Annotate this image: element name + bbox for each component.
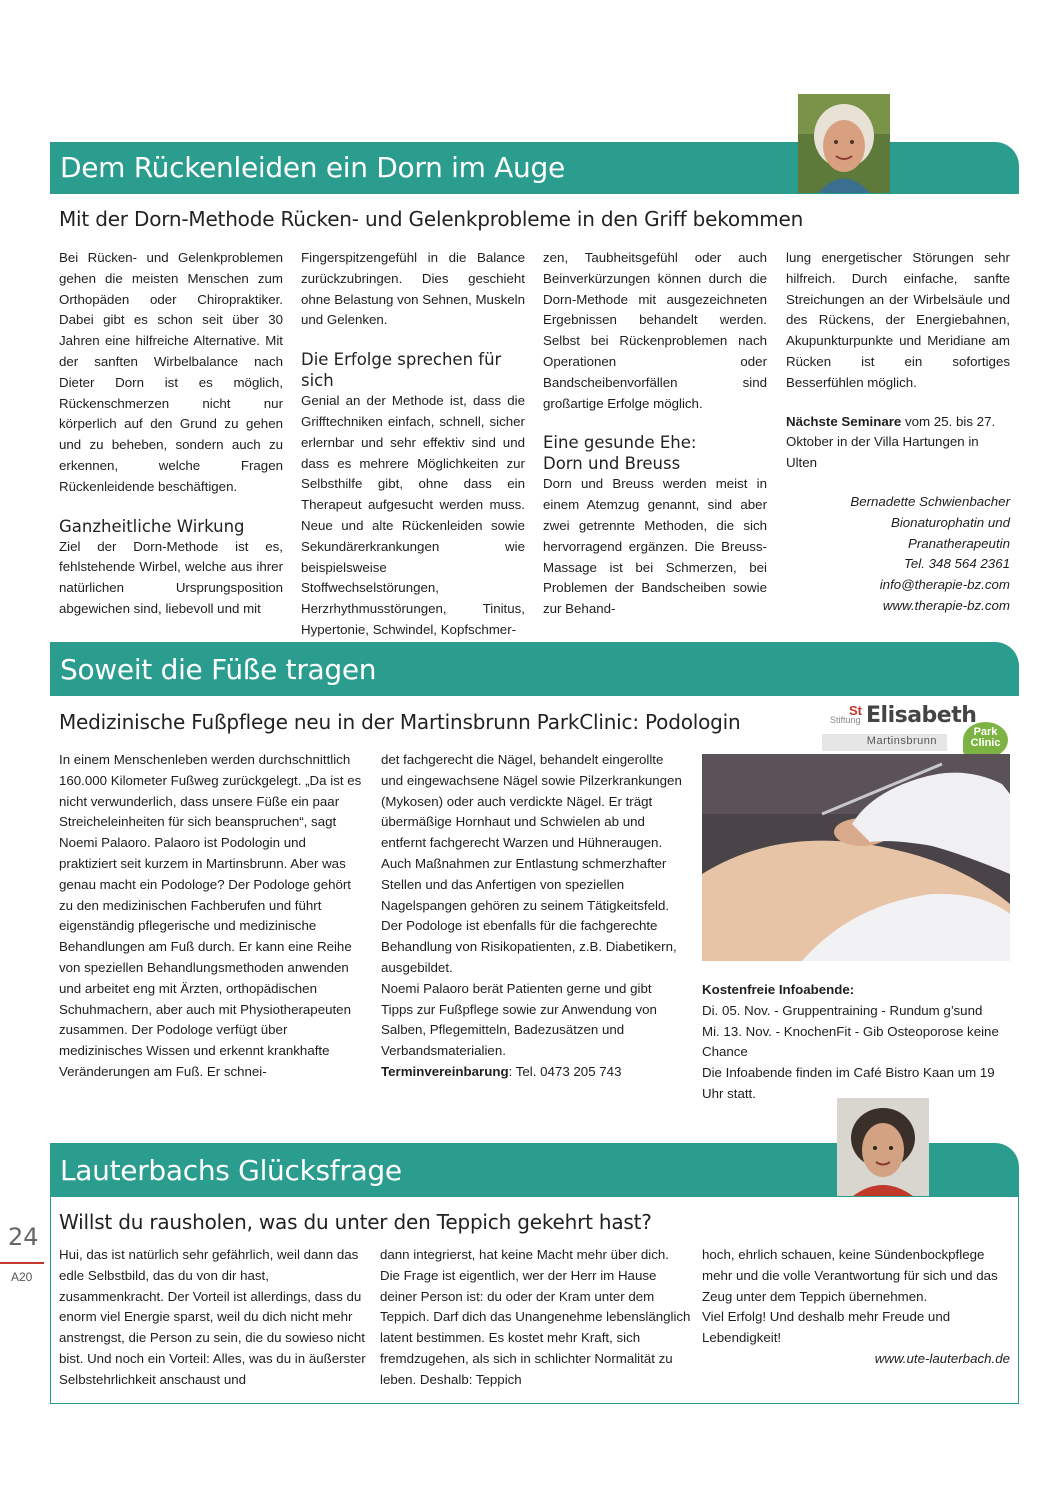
- info-heading: [702, 980, 1012, 1001]
- article3-web-link[interactable]: www.ute-lauterbach.de: [874, 1350, 1010, 1366]
- article3-paragraph: Viel Erfolg! Und deshalb mehr Freude und Lebendigkeit!: [702, 1309, 951, 1346]
- article1-heading-ganzheitlich: Ganzheitliche Wirkung: [59, 516, 245, 536]
- stiftung-elisabeth-logo: [822, 700, 1012, 760]
- logo-name: Elisabeth: [866, 703, 977, 728]
- page-code: A20: [11, 1270, 33, 1284]
- info-event-1: Di. 05. Nov. - Gruppentraining - Rundum g’sund: [702, 1002, 983, 1018]
- page-number: 24: [8, 1223, 39, 1251]
- article3-column-2: [380, 1245, 692, 1395]
- article1-subtitle: Mit der Dorn-Methode Rücken- und Gelenkprobleme in den Griff bekommen: [59, 207, 804, 231]
- article3-author-photo: [837, 1098, 929, 1196]
- article1-paragraph: zen, Taubheitsgefühl oder auch Beinverkürzungen können durch die Dorn-Methode mit ausgezeichneten Ergebnissen behandelt werden. Selbst bei Rückenproblemen nach Operationen oder Bandscheibenvorfällen sind großartige Erfolge möglich.: [543, 250, 767, 411]
- article1-column-4: [786, 248, 1010, 626]
- article1-heading-erfolge: Die Erfolge sprechen für sich: [301, 350, 502, 391]
- article1-role-2: Pranatherapeutin: [907, 535, 1010, 551]
- badge-line-1: Park: [973, 726, 998, 738]
- logo-location: Martinsbrunn: [866, 735, 937, 747]
- article1-author: Bernadette Schwienbacher: [850, 493, 1010, 509]
- article2-title: Soweit die Füße tragen: [60, 653, 377, 686]
- article3-paragraph: dann integrierst, hat keine Macht mehr über dich. Die Frage ist eigentlich, wer der Herr im Hause deiner Person ist: du oder der Kram unter dem Teppich. Darf dich das Unangenehme lebenslänglich latent bestimmen. Es kostet mehr Kraft, sich fremdzugehen, als sich in schlichter Normalität zu leben. Deshalb: Teppich: [380, 1247, 691, 1387]
- seminar-label: Nächste Seminare: [786, 413, 902, 429]
- info-heading-text: Kostenfreie Infoabende:: [702, 982, 855, 997]
- article2-info-box: [702, 980, 1012, 1105]
- logo-location-bar: [822, 734, 947, 751]
- article1-column-2: [301, 248, 525, 637]
- article2-paragraph: det fachgerecht die Nägel, behandelt eingerollte und eingewachsene Nägel sowie Pilzerkrankungen (Mykosen) oder auch verdickte Nägel. Er trägt übermäßige Hornhaut und Schwielen ab und entfernt fachgerecht Warzen und Hühneraugen. Auch Maßnahmen zur Entlastung schmerzhafter Stellen und das Anfertigen von speziellen Nagelspangen gehören zu seinem Tätigkeitsfeld. Der Podologe ist ebenfalls für die fachgerechte Behandlung von Risikopatienten, z.B. Diabetikern, ausgebildet.: [381, 752, 682, 975]
- article1-role-1: Bionaturophatin und: [890, 514, 1010, 530]
- appointment-label: Terminvereinbarung: [381, 1063, 509, 1079]
- article3-subtitle: Willst du rausholen, was du unter den Teppich gekehrt hast?: [59, 1210, 652, 1234]
- info-location: Die Infoabende finden im Café Bistro Kaan um 19 Uhr statt.: [702, 1065, 995, 1101]
- article2-appointment: [381, 1062, 686, 1083]
- article1-paragraph: lung energetischer Störungen sehr hilfreich. Durch einfache, sanfte Streichungen an der Wirbelsäule und des Rückens, der Energiebahnen, Akupunkturpunkte und Meridiane am Rücken ist ein sofortiges Besserfühlen möglich.: [786, 250, 1010, 390]
- article3-paragraph: Hui, das ist natürlich sehr gefährlich, weil dann das edle Selbstbild, das du von dir hast, zusammenkracht. Der Vorteil ist allerdings, dass du enorm viel Energie sparst, weil du dich nicht mehr anstrengst, die Person zu sein, die du sowieso nicht bist. Und noch ein Vorteil: Alles, was du in äußerster Selbstehrlichkeit anschaust und: [59, 1247, 366, 1387]
- badge-line-2: Clinic: [970, 737, 1001, 749]
- article3-paragraph: hoch, ehrlich schauen, keine Sündenbockpflege mehr und die volle Verantwortung für sich und das Zeug unter dem Teppich übernehmen.: [702, 1247, 998, 1304]
- logo-stiftung: Stiftung: [830, 715, 861, 725]
- article1-column-1: [59, 248, 283, 626]
- podology-treatment-photo: [702, 754, 1010, 961]
- article1-paragraph: Bei Rücken- und Gelenkproblemen gehen die meisten Menschen zum Orthopäden oder Chiropraktiker. Dabei gibt es schon seit über 30 Jahren eine hilfreiche Alternative. Mit der sanften Wirbelbalance nach Dieter Dorn ist es möglich, Rückenschmerzen nicht nur körperlich auf den Grund zu gehen und zu beheben, sondern auch zu erkennen, welche Fragen Rückenleidende beschäftigen.: [59, 250, 283, 494]
- article1-email-link[interactable]: info@therapie-bz.com: [879, 577, 1010, 593]
- article1-heading-ehe-2: Dorn und Breuss: [543, 454, 681, 474]
- seminar-text: vom 25. bis 27. Oktober in der Villa Hartungen in Ulten: [786, 413, 996, 471]
- article3-column-1: [59, 1245, 369, 1395]
- article1-seminar: [786, 412, 1010, 474]
- article1-paragraph: Fingerspitzengefühl in die Balance zurückzubringen. Dies geschieht ohne Belastung von Sehnen, Muskeln und Gelenken.: [301, 250, 525, 328]
- article1-paragraph: Dorn und Breuss werden meist in einem Atemzug genannt, sind aber zwei getrennte Methoden, die sich hervorragend ergänzen. Die Breuss-Massage ist bei Schmerzen, bei Problemen der Bandscheiben sowie zur Behand-: [543, 476, 767, 617]
- article3-column-3: [702, 1245, 1010, 1395]
- article2-column-1: [59, 750, 364, 1105]
- article2-paragraph: Noemi Palaoro berät Patienten gerne und gibt Tipps zur Fußpflege sowie zur Anwendung von Salben, Pflegemitteln, Badezusätzen und Verbandsmaterialien.: [381, 980, 657, 1059]
- page-number-rule: [0, 1262, 44, 1264]
- article1-author-photo: [798, 94, 890, 193]
- article1-paragraph: Genial an der Methode ist, dass die Grifftechniken einfach, schnell, sicher erlernbar und sehr effektiv sind und dass es mehrere Möglichkeiten zur Selbsthilfe gibt, ohne dass ein Therapeut aufgesucht werden muss. Neue und alte Rückenleiden sowie Sekundärerkrankungen wie beispielsweise Stoffwechselstörungen, Herzrhythmusstörungen, Tinitus, Hypertonie, Schwindel, Kopfschmer-: [301, 393, 525, 637]
- article2-subtitle: Medizinische Fußpflege neu in der Martinsbrunn ParkClinic: Podologin: [59, 710, 741, 734]
- article1-paragraph: Ziel der Dorn-Methode ist es, fehlstehende Wirbel, welche aus ihrer natürlichen Ursprungsposition abgewichen sind, liebevoll und mit: [59, 538, 283, 616]
- logo-st: St: [849, 703, 862, 718]
- article1-title: Dem Rückenleiden ein Dorn im Auge: [60, 151, 565, 184]
- article2-column-2: [381, 750, 686, 1105]
- article2-title-band: [50, 642, 1019, 696]
- appointment-phone: : Tel. 0473 205 743: [508, 1063, 622, 1079]
- article1-column-3: [543, 248, 767, 626]
- article3-title: Lauterbachs Glücksfrage: [60, 1154, 402, 1187]
- park-clinic-badge: [963, 722, 1008, 758]
- info-event-2: Mi. 13. Nov. - KnochenFit - Gib Osteoporose keine Chance: [702, 1023, 999, 1060]
- article1-heading-ehe: Eine gesunde Ehe:: [543, 433, 697, 453]
- article1-web-link[interactable]: www.therapie-bz.com: [882, 597, 1010, 613]
- article2-paragraph: In einem Menschenleben werden durchschnittlich 160.000 Kilometer Fußweg zurückgelegt. „Da ist es nicht verwunderlich, dass unsere Füße ein paar Streicheleinheiten für sich beanspruchen“, sagt Noemi Palaoro. Palaoro ist Podologin und praktiziert seit kurzem in Martinsbrunn. Aber was genau macht ein Podologe? Der Podologe gehört zu den medizinischen Fachberufen und führt eigenständig pflegerische und medizinische Behandlungen am Fuß durch. Er kann eine Reihe von speziellen Behandlungsmethoden anwenden und arbeitet eng mit Ärzten, orthopädischen Schuhmachern, aber auch mit Physiotherapeuten zusammen. Der Podologe verfügt über medizinisches Wissen und erkennt krankhafte Veränderungen am Fuß. Er schnei-: [59, 752, 362, 1079]
- article1-phone: Tel. 348 564 2361: [904, 556, 1010, 572]
